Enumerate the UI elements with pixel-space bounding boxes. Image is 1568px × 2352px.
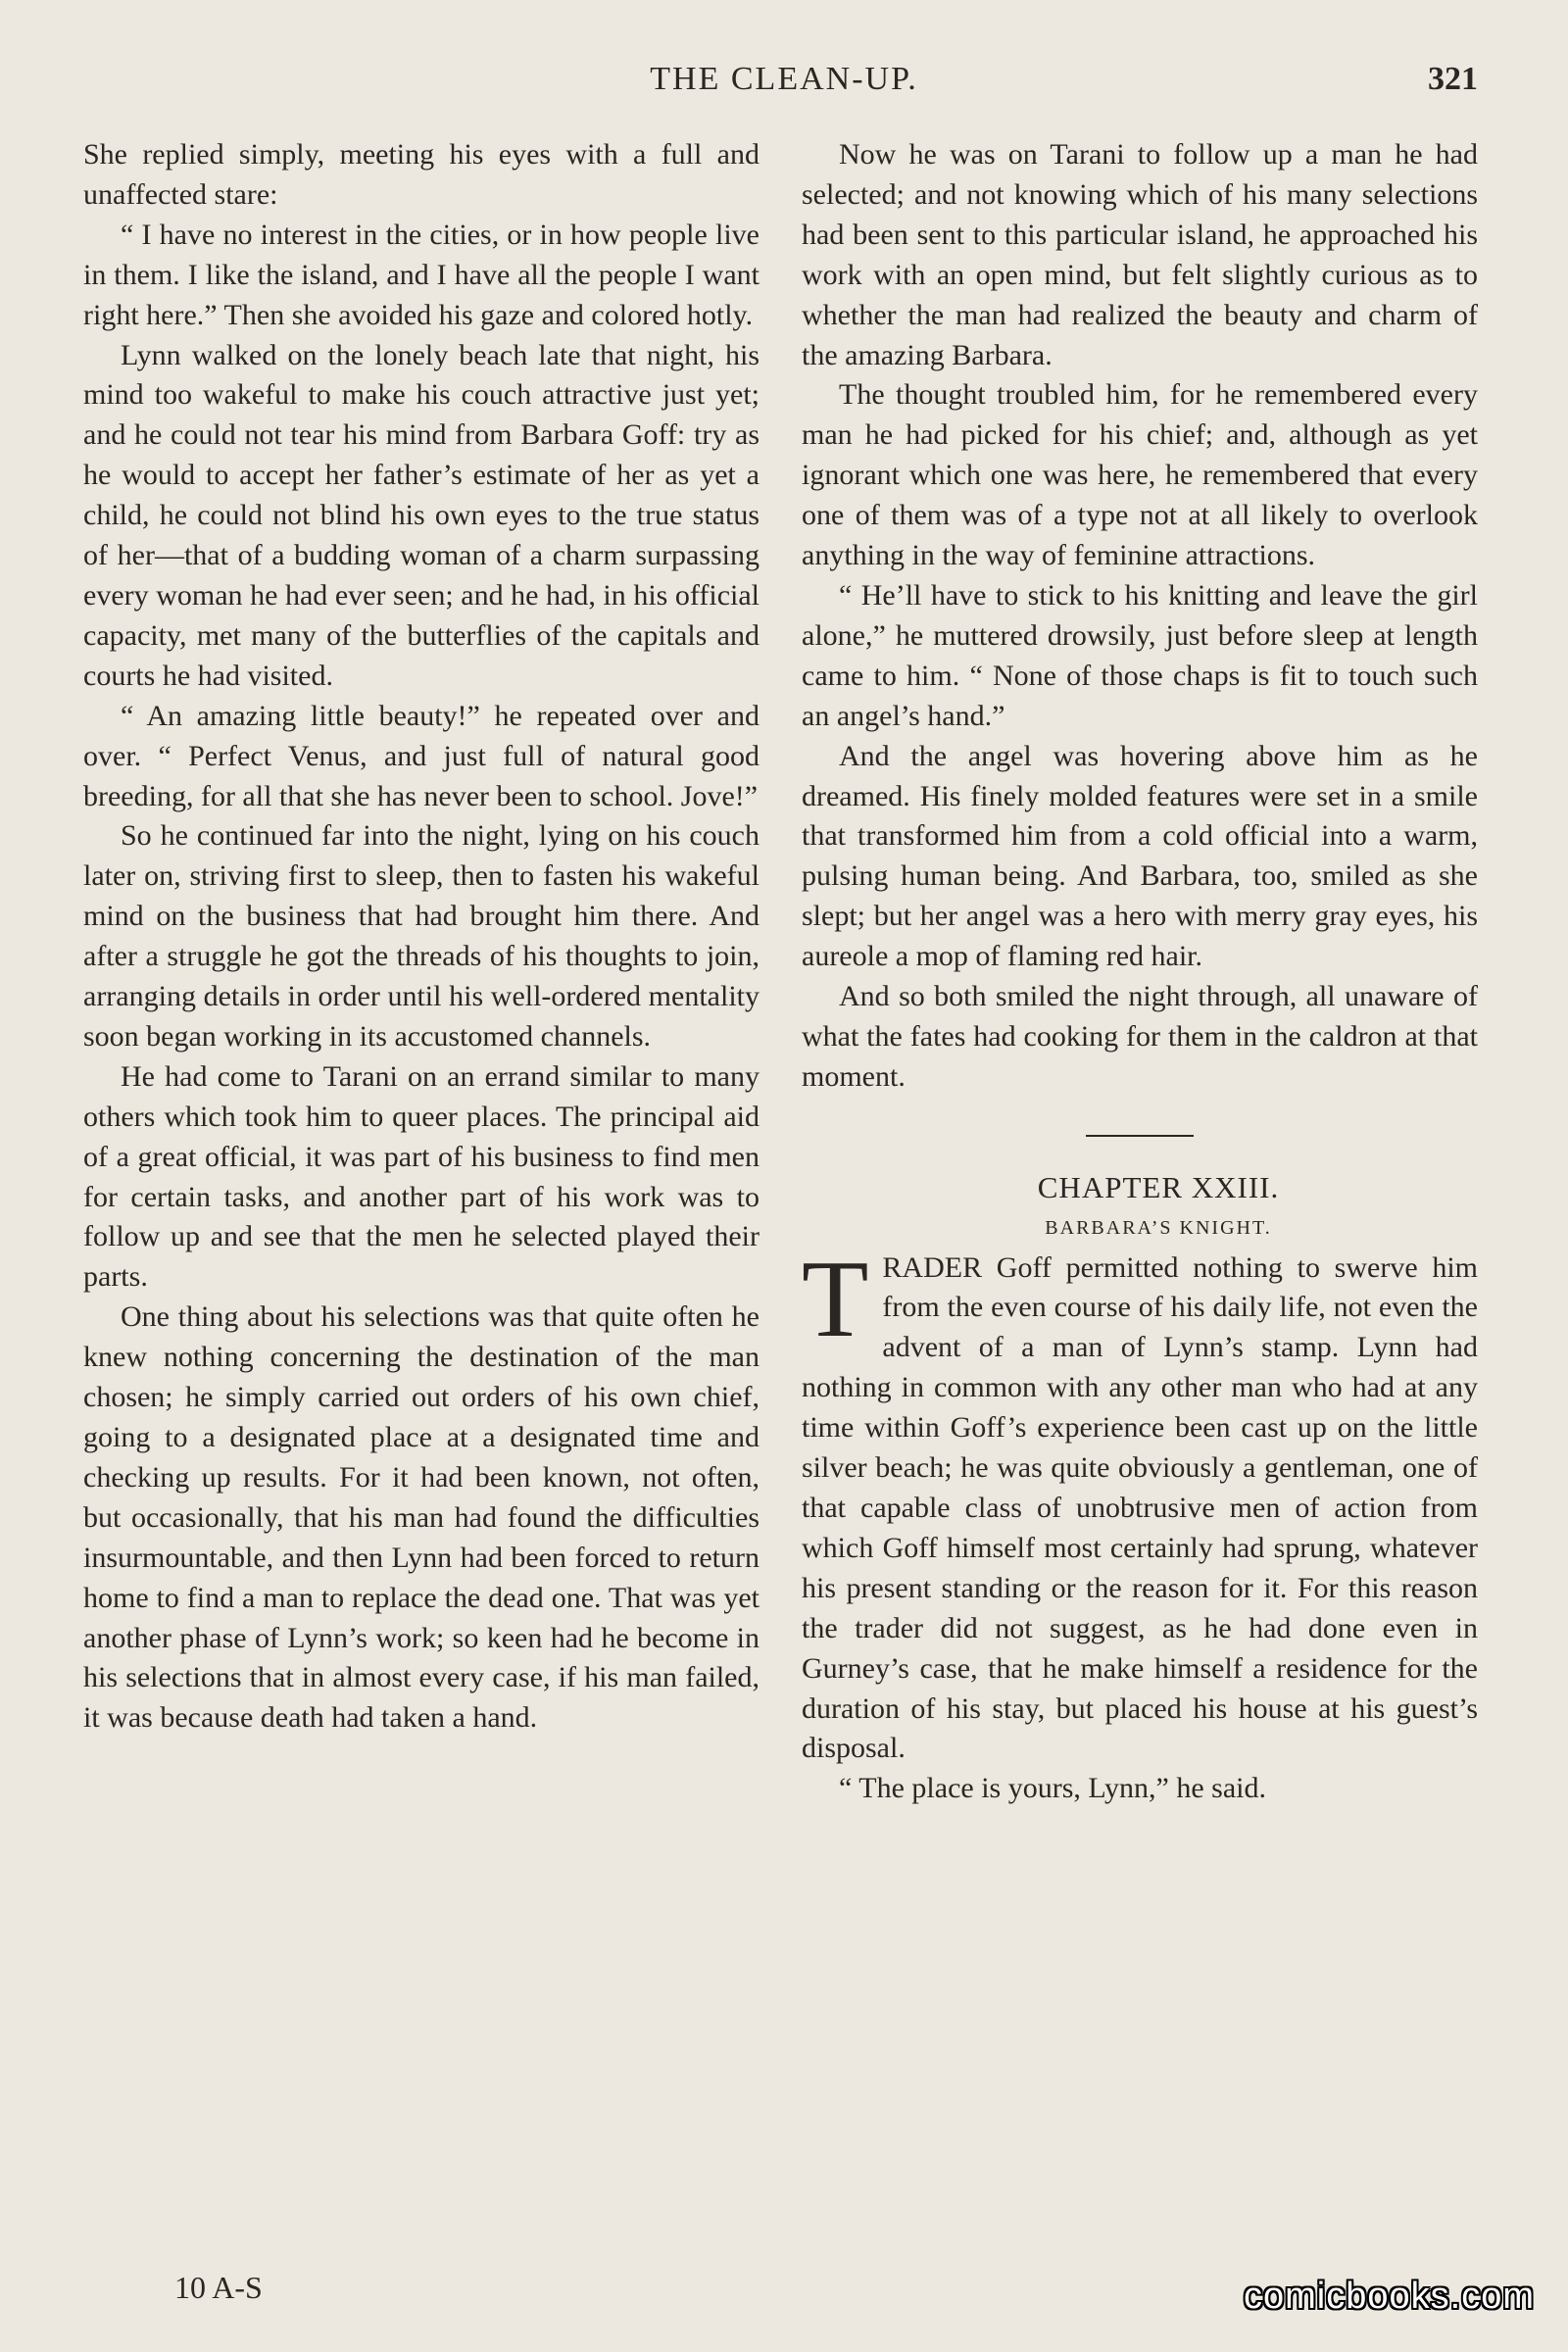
- watermark: comicbooks.com: [1244, 2276, 1535, 2317]
- paragraph: “ He’ll have to stick to his knitting and leave the girl alone,” he muttered drowsily, just before sleep at length came to him. “ None of those chaps is fit to touch such an angel’s hand.”: [802, 578, 1478, 732]
- chapter-opening-paragraph: [802, 1238, 1478, 1770]
- paragraph: “ The place is yours, Lynn,” he said.: [839, 1772, 1266, 1805]
- left-column: [83, 135, 760, 1739]
- paragraph: So he continued far into the night, lying on his couch later on, striving first to sleep, then to fasten his wakeful mind on the business that had brought him there. And after a struggle he got the threads of his thoughts to join, arranging details in order until his well-ordered mentality soon began working in its accustomed channels.: [83, 819, 760, 1053]
- signature-mark: 10 A-S: [174, 2270, 263, 2305]
- section-divider: [1086, 1135, 1194, 1137]
- paragraph: Now he was on Tarani to follow up a man he had selected; and not knowing which of his many selections had been sent to this particular island, he approached his work with an open mind, but felt slightly curious as to whether the man had realized the beauty and charm of the amazing Barbara.: [802, 138, 1478, 371]
- paragraph: The thought troubled him, for he remembered every man he had picked for his chief; and, although as yet ignorant which one was here, he remembered that every one of them was of a type not at all likely to overlook anything in the way of feminine attractions.: [802, 378, 1478, 572]
- paragraph: And so both smiled the night through, all unaware of what the fates had cooking for them in the caldron at that moment.: [802, 980, 1478, 1093]
- chapter-subtitle: BARBARA’S KNIGHT.: [1045, 1216, 1272, 1239]
- chapter-title: CHAPTER XXIII.: [1037, 1169, 1280, 1204]
- right-column: [802, 135, 1478, 1809]
- paragraph: He had come to Tarani on an errand similar to many others which took him to queer places. The principal aid of a great official, it was part of his business to find men for certain tasks, and another part of his work was to follow up and see that the men he selected played their parts.: [83, 1059, 760, 1294]
- paragraph: And the angel was hovering above him as he dreamed. His finely molded features were set in a smile that transformed him from a cold official into a warm, pulsing human being. And Barbara, too, smiled as she slept; but her angel was a hero with merry gray eyes, his aureole a mop of flaming red hair.: [802, 739, 1478, 973]
- running-header-title: THE CLEAN-UP.: [650, 61, 918, 97]
- paragraph: “ I have no interest in the cities, or in how people live in them. I like the island, and I have all the people I want right here.” Then she avoided his gaze and colored hotly.: [83, 218, 760, 331]
- drop-cap: T: [802, 1238, 869, 1360]
- chapter-opening-text: RADER Goff permitted nothing to swerve him from the even course of his daily life, not even the advent of a man of Lynn’s stamp. Lynn had nothing in common with any other man who had at any time within Goff’s experience been cast up on the little silver beach; he was quite obviously a gentleman, one of that capable class of unobtrusive men of action from which Goff himself most certainly had sprung, whatever his present standing or the reason for it. For this reason the trader did not suggest, as he had done even in Gurney’s case, that he make himself a residence for the duration of his stay, but placed his house at his guest’s disposal.: [802, 1250, 1478, 1765]
- paragraph: One thing about his selections was that quite often he knew nothing concerning the destination of the man chosen; he simply carried out orders of his own chief, going to a designated place at a designated time and checking up results. For it had been known, not often, but occasionally, that his man had found the difficulties insurmountable, and then Lynn had been forced to return home to find a man to replace the dead one. That was yet another phase of Lynn’s work; so keen had he become in his selections that in almost every case, if his man failed, it was because death had taken a hand.: [83, 1300, 760, 1735]
- paragraph: She replied simply, meeting his eyes with a full and unaffected stare:: [83, 138, 760, 211]
- paragraph: “ An amazing little beauty!” he repeated over and over. “ Perfect Venus, and just full of natural good breeding, for all that she has never been to school. Jove!”: [83, 699, 760, 812]
- page-number: 321: [1428, 61, 1478, 97]
- paragraph: Lynn walked on the lonely beach late that night, his mind too wakeful to make his couch attractive just yet; and he could not tear his mind from Barbara Goff: try as he would to accept her father’s estimate of her as yet a child, he could not blind his own eyes to the true status of her—that of a budding woman of a charm surpassing every woman he had ever seen; and he had, in his official capacity, met many of the butterflies of the capitals and courts he had visited.: [83, 338, 760, 692]
